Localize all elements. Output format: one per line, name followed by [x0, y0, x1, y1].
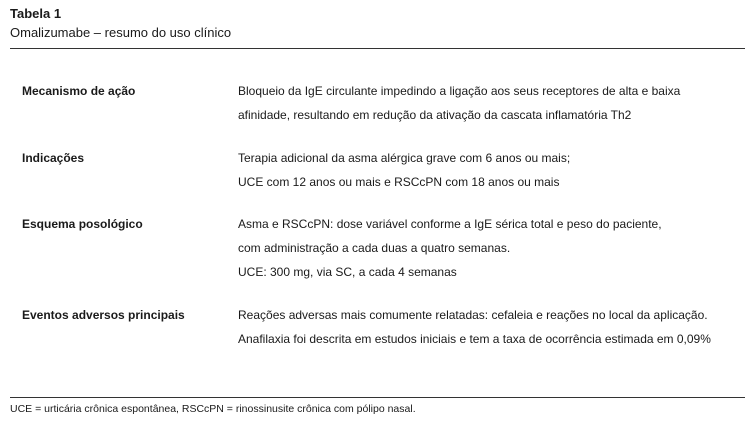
row-line: Anafilaxia foi descrita em estudos iniciais e tem a taxa de ocorrência estimada em 0,09% [238, 332, 711, 346]
row-line: Reações adversas mais comumente relatadas: cefaleia e reações no local da aplicação. [238, 308, 708, 322]
row-label-mechanism: Mecanismo de ação [22, 84, 136, 98]
row-description [238, 146, 743, 194]
row-description [238, 212, 743, 284]
row-line: afinidade, resultando em redução da ativação da cascata inflamatória Th2 [238, 108, 632, 122]
row-line: Bloqueio da IgE circulante impedindo a ligação aos seus receptores de alta e baixa [238, 84, 681, 98]
row-line: Asma e RSCcPN: dose variável conforme a IgE sérica total e peso do paciente, [238, 217, 662, 231]
table-title: Omalizumabe – resumo do uso clínico [10, 25, 232, 40]
row-description [238, 79, 743, 127]
table-footnote: UCE = urticária crônica espontânea, RSCcPN = rinossinusite crônica com pólipo nasal. [10, 403, 416, 415]
table-label: Tabela 1 [10, 6, 62, 21]
row-line: Terapia adicional da asma alérgica grave com 6 anos ou mais; [238, 151, 571, 165]
row-label-dosage: Esquema posológico [22, 217, 143, 231]
row-line: com administração a cada duas a quatro semanas. [238, 241, 511, 255]
row-label-adverse-events: Eventos adversos principais [22, 308, 185, 322]
row-description [238, 303, 743, 351]
top-rule [10, 48, 745, 49]
row-line: UCE com 12 anos ou mais e RSCcPN com 18 anos ou mais [238, 175, 560, 189]
row-line: UCE: 300 mg, via SC, a cada 4 semanas [238, 265, 457, 279]
bottom-rule [10, 397, 745, 398]
row-label-indications: Indicações [22, 151, 85, 165]
